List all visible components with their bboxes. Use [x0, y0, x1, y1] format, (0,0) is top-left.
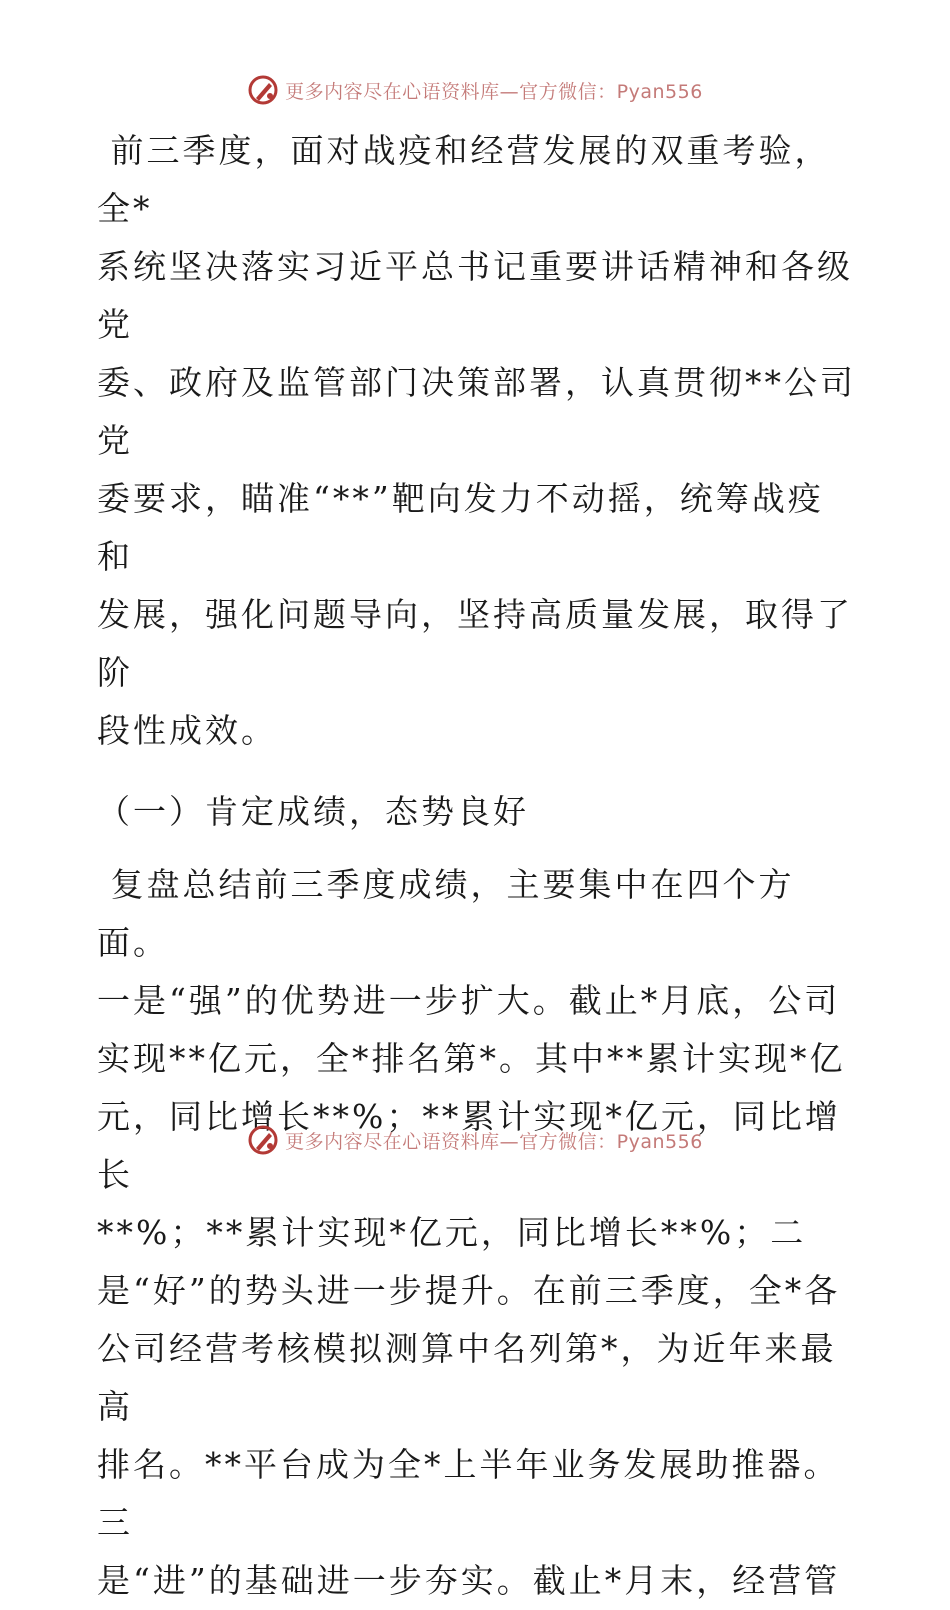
header-banner-inner	[247, 74, 703, 106]
body-line: 实现**亿元，全*排名第*。其中**累计实现*亿	[97, 1039, 846, 1078]
body-line: 是“进”的基础进一步夯实。截止*月末，经营管	[97, 1561, 841, 1600]
body-line: **%；**累计实现*亿元，同比增长**%；二	[97, 1213, 807, 1252]
header-banner-text: 更多内容尽在心语资料库—官方微信：Pyan556	[285, 80, 703, 103]
intro-line: 委要求，瞄准“**”靶向发力不动摇，统筹战疫和	[97, 479, 824, 576]
intro-line: 前三季度，面对战疫和经营发展的双重考验，全*	[97, 131, 831, 228]
body-paragraph	[97, 856, 857, 1610]
intro-line: 段性成效。	[97, 711, 277, 750]
body-line: 排名。**平台成为全*上半年业务发展助推器。三	[97, 1445, 840, 1542]
body-line: 公司经营考核模拟测算中名列第*，为近年来最高	[97, 1329, 837, 1426]
body-line: 元，同比增长**%；**累计实现*亿元，同比增长	[97, 1097, 841, 1194]
pen-seal-logo-icon	[247, 1124, 279, 1156]
intro-line: 发展，强化问题导向，坚持高质量发展，取得了阶	[97, 595, 853, 692]
body-line: 一是“强”的优势进一步扩大。截止*月底，公司	[97, 981, 841, 1020]
footer-banner	[0, 1120, 950, 1160]
intro-line: 系统坚决落实习近平总书记重要讲话精神和各级党	[97, 247, 853, 344]
section-title: （一）肯定成绩，态势良好	[97, 792, 529, 831]
footer-banner-inner	[247, 1124, 703, 1156]
body-line: 复盘总结前三季度成绩，主要集中在四个方面。	[97, 865, 795, 962]
intro-line: 委、政府及监管部门决策部署，认真贯彻**公司党	[97, 363, 856, 460]
intro-paragraph	[97, 122, 857, 760]
body-line: 是“好”的势头进一步提升。在前三季度，全*各	[97, 1271, 841, 1310]
footer-banner-text: 更多内容尽在心语资料库—官方微信：Pyan556	[285, 1130, 703, 1153]
header-banner	[0, 70, 950, 110]
pen-seal-logo-icon	[247, 74, 279, 106]
document-body	[97, 122, 857, 1610]
